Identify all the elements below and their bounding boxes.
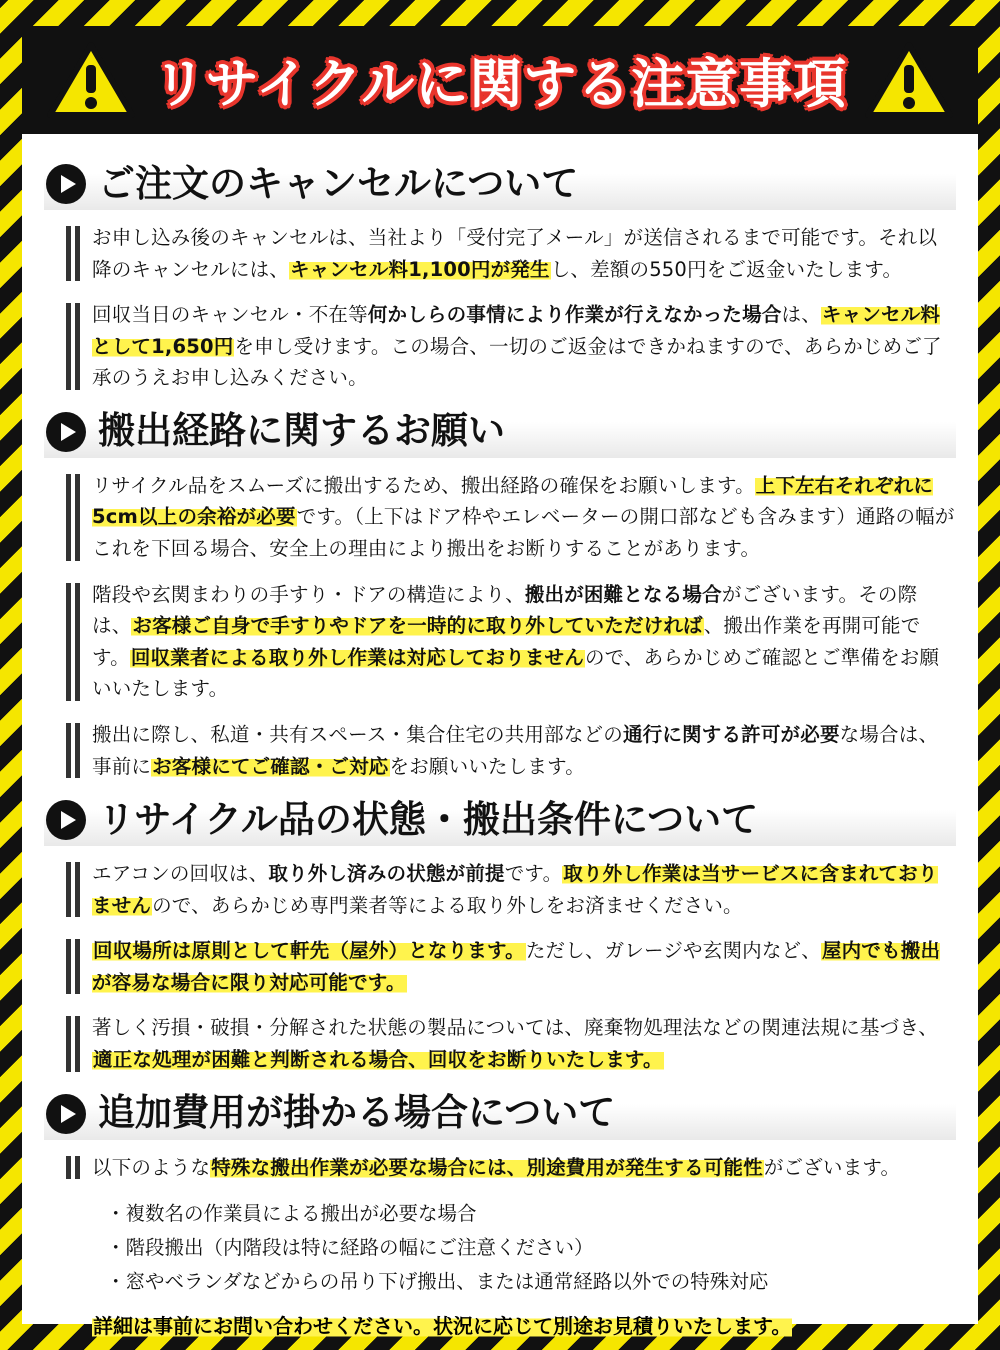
header-title-bar [22,26,978,134]
final-note [66,1310,956,1342]
poster-content [22,134,978,1342]
play-triangle-icon [46,800,86,840]
play-triangle-icon [46,164,86,204]
paragraph: 搬出に際し、私道・共有スペース・集合住宅の共用部などの通行に関する許可が必要な場合は、事前にお客様にてご確認・ご対応をお願いいたします。 [66,719,956,782]
section-title: 追加費用が掛かる場合について [98,1091,616,1135]
page-title: リサイクルに関する注意事項 [152,54,848,115]
warning-triangle-icon [47,41,135,119]
paragraph: 著しく汚損・破損・分解された状態の製品については、廃棄物処理法などの関連法規に基づき、適正な処理が困難と判断される場合、回収をお断りいたします。 [66,1012,956,1075]
paragraph: エアコンの回収は、取り外し済みの状態が前提です。取り外し作業は当サービスに含まれておりませんので、あらかじめ専門業者等による取り外しをお済ませください。 [66,858,956,921]
paragraph: 以下のような特殊な搬出作業が必要な場合には、別途費用が発生する可能性がございます。 [66,1152,956,1184]
paragraph: 回収当日のキャンセル・不在等何かしらの事情により作業が行えなかった場合は、キャンセル料として1,650円を申し受けます。この場合、一切のご返金はできかねますので、あらかじめご了承のうえお申し込みください。 [66,299,956,394]
section-title: リサイクル品の状態・搬出条件について [98,797,759,841]
paragraph: 階段や玄関まわりの手すり・ドアの構造により、搬出が困難となる場合がございます。その際は、お客様ご自身で手すりやドアを一時的に取り外していただければ、搬出作業を再開可能です。回収業者による取り外し作業は対応しておりませんので、あらかじめご確認とご準備をお願いいたします。 [66,579,956,705]
list-item: ・ 窓やベランダなどからの吊り下げ搬出、または通常経路以外での特殊対応 [106,1265,956,1299]
play-triangle-icon [46,1094,86,1134]
extra-fee-list [106,1197,956,1299]
warning-triangle-icon [865,41,953,119]
section-heading-extra-fee [44,1090,956,1140]
section-heading-cancellation [44,160,956,210]
paragraph: 回収場所は原則として軒先（屋外）となります。ただし、ガレージや玄関内など、屋内でも搬出が容易な場合に限り対応可能です。 [66,935,956,998]
play-triangle-icon [46,412,86,452]
section-title: 搬出経路に関するお願い [98,409,505,453]
paragraph: リサイクル品をスムーズに搬出するため、搬出経路の確保をお願いします。上下左右それぞれに5cm以上の余裕が必要です。（上下はドア枠やエレベーターの開口部なども含みます）通路の幅がこれを下回る場合、安全上の理由により搬出をお断りすることがあります。 [66,470,956,565]
section-heading-route [44,408,956,458]
section-title: ご注文のキャンセルについて [98,161,579,205]
list-item: ・ 階段搬出（内階段は特に経路の幅にご注意ください） [106,1231,956,1265]
section-heading-condition [44,796,956,846]
paragraph: お申し込み後のキャンセルは、当社より「受付完了メール」が送信されるまで可能です。それ以降のキャンセルには、キャンセル料1,100円が発生し、差額の550円をご返金いたします。 [66,222,956,285]
poster-sheet [22,26,978,1338]
final-note-text: 詳細は事前にお問い合わせください。状況に応じて別途お見積りいたします。 [93,1313,792,1338]
list-item: ・ 複数名の作業員による搬出が必要な場合 [106,1197,956,1231]
